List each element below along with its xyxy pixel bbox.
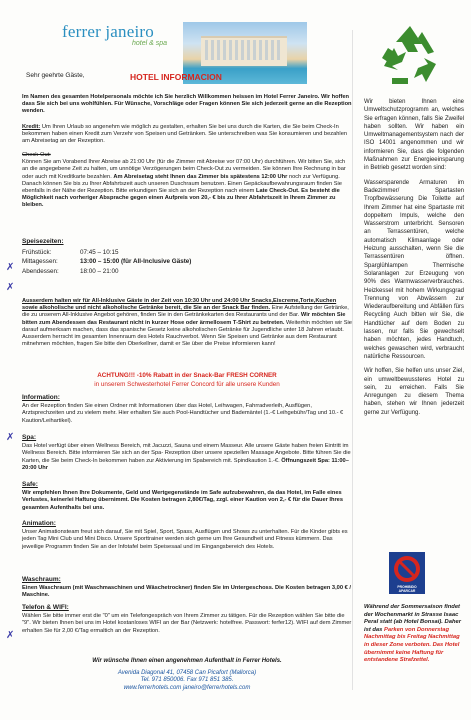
environment-text: [364, 98, 464, 417]
laundry-text: Einen Waschraum (mit Waschmaschinen und Wäschetrockner) finden Sie im Untergeschoss. Die Kosten betragen 3,00 € / Maschine.: [22, 585, 351, 599]
spa-heading: Spa:: [22, 434, 37, 441]
footer: [22, 658, 352, 692]
kredit-section: [22, 124, 352, 146]
checkout-text: Können Sie am Vorabend Ihrer Abreise ab 21:00 Uhr (für die Zimmer mit Abreise vor 07:00 Uhr) durchführen. Wir bitten Sie, sich an die angegebene Zeit zu halten, um unnötige Verzögerungen beim Check-Out zu vermeiden. Sie können Ihre Rechnung in bar oder auch mit Kreditkarte bezahlen.: [22, 159, 346, 180]
snack-text: Eine Aufstellung der Getränke, die zu unserem All-Inklusive Angebot gehören, finden Sie in den Getränkekarten des Restaurants und der Bar.: [22, 305, 349, 319]
promo-line2: in unserem Schwesterhotel Ferrer Concord für alle unsere Kunden: [94, 381, 280, 388]
safe-section: [22, 481, 352, 512]
footer-tel: Tel. 971 850006. Fax 971 851 385.: [140, 677, 234, 683]
laundry-section: [22, 576, 352, 600]
meals-heading: Speisezeiten:: [22, 238, 64, 245]
snack-bold: Ausserdem halten wir für All-Inklusive Gäste in der Zeit von 10:30 Uhr und 24:00 Uhr Snacks,Eiscreme,Torte,Kuchen sowie alkoholische und nicht alkoholische Getränke bereit, die Sie an der Snack Bar finden.: [22, 298, 337, 312]
parking-warning: Parken von Donnerstag Nachmittag bis Freitag Nachmittag in dieser Zone verboten. Das Hotel übernimmt keine Haftung für entstandene Strafzettel.: [364, 626, 460, 664]
recycle-icon: [378, 22, 442, 86]
information-heading: Information:: [22, 394, 60, 401]
kredit-text: Um Ihren Urlaub so angenehm wie möglich zu gestalten, erhalten Sie bei uns durch die Karten, die Sie beim Check-In bekommen haben einen Kredit zum Verzehr von Speisen und Getränken. Sie unterschreiben was Sie konsumieren und bezahlen am Abreisetag an der Rezeption.: [22, 124, 348, 145]
checkout-text2: noch zur Verfügung. Danach können Sie bis zu Ihrer Abfahrtszeit auch unseren Duschraum benutzen. Einen Gepäckaufbewahrungsraum finden Sie ebenfalls in der Nähe der Rezeption. Bitte erkundigen Sie sich an der Rezeption nach einem: [22, 173, 342, 195]
meal-row-dinner: Abendessen: 18:00 – 21:00: [22, 267, 119, 275]
promo-line1: ACHTUNG!!! -10% Rabatt in der Snack-Bar FRESH CORNER: [97, 372, 277, 379]
brand-sub: hotel & spa: [132, 40, 168, 47]
pen-x-mark: ✗: [6, 262, 15, 273]
market-parking-notice: [364, 604, 464, 665]
spa-hours: Öffnungszeit Spa: 11:00– 20:00 Uhr: [22, 457, 349, 471]
pen-x-mark: ✗: [6, 630, 15, 641]
phone-heading: Telefon & WIFI:: [22, 604, 69, 611]
animation-heading: Animation:: [22, 520, 56, 527]
checkout-bold1: Am Abreisetag steht Ihnen das Zimmer bis spätestens 12:00 Uhr: [113, 173, 288, 180]
footer-web: www.ferrerhotels.com janeiro@ferrerhotels.com: [123, 684, 251, 691]
snack-bold2: Wir möchten Sie bitten zum Abendessen das Restaurant nicht in kurzer Hose oder ärmellosem T-Shirt zu betreten.: [22, 312, 346, 326]
checkout-section: [22, 152, 352, 210]
column-divider: [352, 30, 353, 690]
spa-text: Das Hotel verfügt über einen Wellness Bereich, mit Jacuzzi, Sauna und einem Masseur. Alle unsere Gäste haben freien Eintritt im Wellness Bereich. Bitte informieren Sie sich an der Spa- Rezeption über unsere speziellen Massage Angebote. Bitte führen Sie die Karten, die Sie beim Check-In bekommen haben zur Aktivierung im Spabereich mit. Spindkaution 1.-€.: [22, 443, 351, 464]
no-parking-sign-icon: [389, 552, 425, 594]
information-section: [22, 394, 352, 425]
footer-wish: Wir wünsche Ihnen einen angenehmen Aufenthalt in Ferrer Hotels.: [92, 658, 282, 664]
salutation: Sehr geehrte Gäste,: [26, 72, 85, 79]
snack-section: [22, 298, 352, 348]
kredit-label: Kredit:: [22, 124, 41, 130]
pen-x-mark: ✗: [6, 282, 15, 293]
spa-section: [22, 434, 352, 472]
promo-notice: [22, 371, 352, 389]
phone-text: Wählen Sie bitte immer erst die "0" um ein Telefongespräch von Ihrem Zimmer zu tätigen. Für die Rezeption wählen Sie bitte die "9". Wir bieten Ihnen bei uns im Hotel kostanloses WIFI an der Bar (Netzwerk: hotelfree. Passwort: ferfer12). WIFI auf dem Zimmer erhalten Sie für 2,00 €/Tag ermaltich an der Rezeption.: [22, 613, 352, 634]
checkout-label: Check-Out:: [22, 152, 51, 158]
meal-row-breakfast: Frühstück: 07:45 – 10:15: [22, 249, 119, 257]
safe-heading: Safe:: [22, 481, 38, 488]
pen-x-mark: ✗: [6, 432, 15, 443]
footer-address: Avenida Diagonal 41, 07458 Can Picafort (Mallorca): [117, 669, 257, 676]
safe-text: Wir empfehlen Ihnen Ihre Dokumente, Geld und Wertgegenstände im Safe aufzubewahren, da das Hotel, im Falle eines Verlustes, keinerlei Haftung übernimmt. Die Kosten betragen 2,80€/Tag, zzgl. einer Kaution von 2,- € für die Dauer Ihres gesamten Aufenthalts bei uns.: [22, 490, 344, 511]
checkout-bold2: Late Check-Out. Es besteht die Möglichkeit nach vorheriger Absprache gegen einen Aufpreis von 20,- € bis zu Ihrer Abfahrtszeit in Ihrem Zimmer zu bleiben.: [22, 188, 340, 209]
env-para2: Wassersparende Armaturen im Badezimmer/ Spartasten Tropfbewässerung Die Toilette auf Ihrem Zimmer hat eine Spartaste mit doppeltem Impuls, welche den Wasserstrom unterbricht. Sensoren an Terrassentüren, welche automatisch Klimaanlage oder Heizung ausschalten, wenn Sie die Terrassentüren öffnen. Sparglühlampen Thermische Solaranlagen zur Erzeugung von 90% des Warmwasserverbrauches. Heizkessel mit hohem Wirkungsgrad Trennung von Abwässern zur Wiederaufbereitung und Abfällen fürs Recycling Auch bitten wir Sie, die Handtücher auf dem Boden zu lassen, nur falls Sie gewechselt haben möchten, jedes Handtuch, welches gewaschen wird, verbraucht natürliche Ressourcen.: [364, 179, 464, 360]
information-text: An der Rezeption finden Sie einen Ordner mit Informationen über das Hotel, Leihwagen, Fahrradverleih, Ausflügen, Arztsprechzeiten und zu vielem mehr. Hier erhalten Sie auch Pool-Handtücher und Bademäntel (1.-€ Leihgebühr/Tag und 10.- € Kaution/Leihartikel).: [22, 403, 344, 424]
animation-text: Unser Animationsteam freut sich darauf, Sie mit Spiel, Sport, Spass, Ausflügen und Shows zu unterhalten. Für die Kinder gibts es jeden Tag Mini Club und Mini Disco. Unsere Sporttrainer werden sich gerne um Ihre Gesundheit und Fitness kümmern. Das jeweilige Programm finden Sie an der Infotafel beim Speisesaal und im Eingangsbereich des Hotels.: [22, 529, 348, 550]
env-para1: Wir bieten Ihnen eine Umweltschutzprogramm an, welches Sie erfragen können, falls Sie Zweifel haben sollten. Wir haben ein Umweltmanagementsystem nach der ISO 14001 angenommen und wir informieren Sie, dass die folgenden Maßnahmen zur Energieeinsparung in Betrieb gesetzt worden sind:: [364, 99, 464, 172]
brand-name: ferrer janeiro: [62, 22, 154, 41]
env-para3: Wir hoffen, Sie helfen uns unser Ziel, ein umweltbewussteres Hotel zu sein, zu erreichen. Falls Sie Anregungen zu diesem Thema haben, stehen wir Ihnen jederzeit gerne zur Verfügung.: [364, 368, 464, 416]
page-title: HOTEL INFORMACION: [130, 72, 222, 82]
intro-text: Im Namen des gesamten Hotelpersonals möchte ich Sie herzlich Willkommen heissen im Hotel Ferrer Janeiro. Wir hoffen dass Sie sich bei uns wohlfühlen. Für Wünsche, Vorschläge oder Fragen können Sie sich jederzeit gerne an die Rezeption wenden.: [22, 94, 352, 115]
sign-text: PROHIBIDO APARCAR: [397, 585, 417, 593]
animation-section: [22, 520, 352, 551]
meal-times: [22, 238, 352, 275]
laundry-heading: Waschraum:: [22, 576, 61, 583]
hotel-logo: [62, 22, 182, 58]
meal-row-lunch: Mittagessen: 13:00 – 15:00 (für All-Inclusive Gäste): [22, 258, 192, 266]
parking-intro: Während der Sommersaison findet der Wochenmarkt in Strasse Isaac Peral statt (ab Hotel Bonsai). Daher ist das: [364, 604, 461, 633]
phone-section: [22, 604, 352, 635]
photo-windows: [205, 40, 283, 60]
snack-text2: Weiterhin möchten wir Sie darauf aufmerksam machen, dass das spanische Gesetz keine alkoholischen Getränke für Jugendliche unter 18 Jahren erlaubt. Ausserdem herrscht im gesamten Innenraum des Hotels Rauchverbot. Wenn Sie Speisen und Getränke aus dem Restaurant mitnehmen möchten, fragen Sie bitte den Oberkellner, damit er Sie über die Preise informieren kann!: [22, 319, 352, 348]
